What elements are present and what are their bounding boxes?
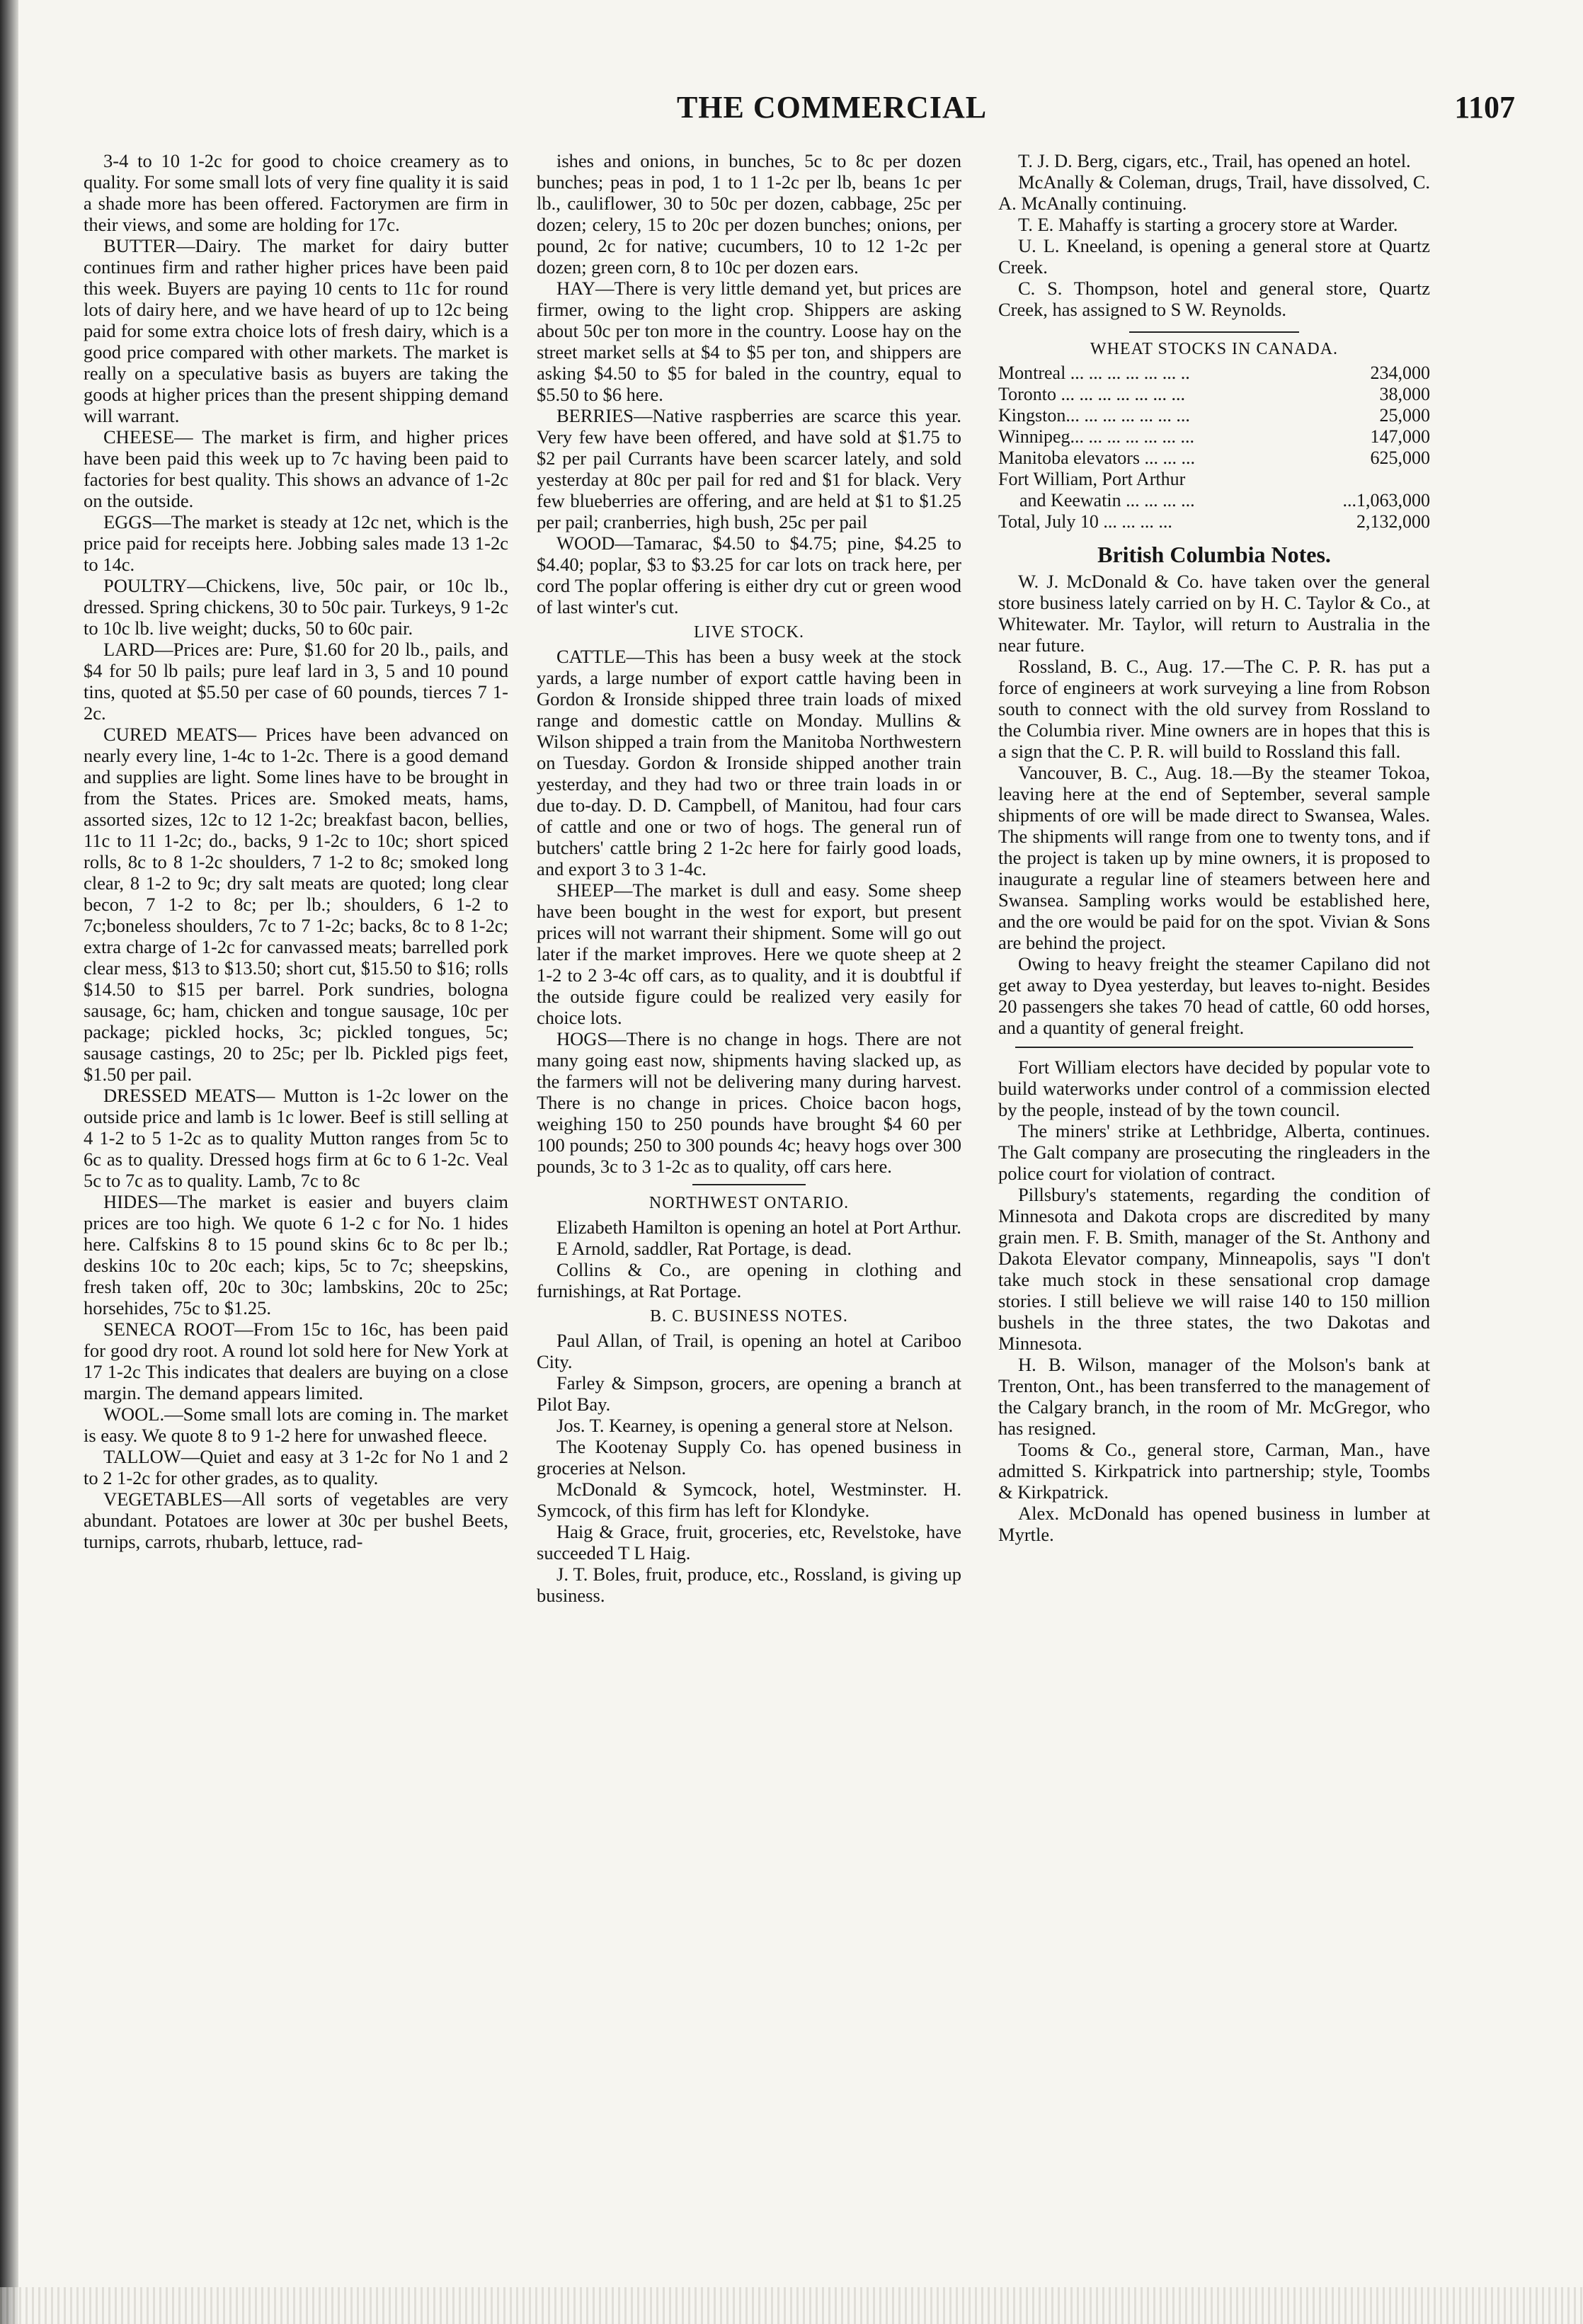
total-value: 2,132,000	[1356, 511, 1430, 532]
paragraph: H. B. Wilson, manager of the Molson's bank at Trenton, Ont., has been transferred to the management of the Calgary branch, in the room of Mr. McGregor, who has resigned.	[998, 1354, 1430, 1439]
paragraph: U. L. Kneeland, is opening a general store at Quartz Creek.	[998, 235, 1430, 278]
table-cell: 147,000	[1370, 426, 1430, 447]
paragraph: HOGS—There is no change in hogs. There are not many going east now, shipments having slacked up, as the farmers will not be delivering many during harvest. There is no change in prices. Choice bacon hogs, weighing 150 to 250 pounds have brought $4 60 per 100 pounds; 250 to 300 pounds 4c; heavy hogs over 300 pounds, 3c to 3 1-2c as to quality, off cars here.	[537, 1028, 961, 1177]
table-cell: 25,000	[1379, 405, 1430, 426]
table-row	[998, 448, 1430, 469]
table-cell: Manitoba elevators ... ... ...	[998, 448, 1195, 468]
scan-noise	[0, 2287, 1583, 2324]
table-cell: 625,000	[1370, 448, 1430, 468]
table-row	[998, 426, 1430, 448]
running-title: THE COMMERCIAL	[676, 90, 988, 125]
paragraph: DRESSED MEATS— Mutton is 1-2c lower on the outside price and lamb is 1c lower. Beef is still selling at 4 1-2 to 5 1-2c as to quality Mutton ranges from 5c to 6c as to quality. Dressed hogs firm at 6c to 6 1-2c. Veal 5c to 7c as to quality. Lamb, 7c to 8c	[84, 1085, 508, 1191]
table-cell	[1297, 469, 1430, 490]
table-row	[998, 363, 1430, 384]
paragraph: TALLOW—Quiet and easy at 3 1-2c for No 1 and 2 to 2 1-2c for other grades, as to quality.	[84, 1446, 508, 1488]
table-cell: 234,000	[1370, 363, 1430, 383]
paragraph: Collins & Co., are opening in clothing and furnishings, at Rat Portage.	[537, 1259, 961, 1301]
table-cell: Kingston... ... ... ... ... ... ...	[998, 405, 1190, 426]
paragraph: Owing to heavy freight the steamer Capilano did not get away to Dyea yesterday, but leaves to-night. Besides 20 passengers she takes 70 head of cattle, 60 odd horses, and a quantity of general freight.	[998, 953, 1430, 1038]
paragraph: HAY—There is very little demand yet, but prices are firmer, owing to the light crop. Shippers are asking about 50c per ton more in the country. Loose hay on the street market sells at $4 to $5 per ton, and shippers are asking $4.50 to $5 for baled in the country, equal to $5.50 to $6 here.	[537, 278, 961, 405]
table-row	[998, 384, 1430, 405]
paragraph: The Kootenay Supply Co. has opened business in groceries at Nelson.	[537, 1436, 961, 1479]
table-cell: Toronto ... ... ... ... ... ... ...	[998, 384, 1185, 404]
paragraph: Fort William electors have decided by popular vote to build waterworks under control of a commission elected by the people, instead of by the town council.	[998, 1056, 1430, 1120]
section-rule	[1015, 1047, 1412, 1048]
paragraph: Tooms & Co., general store, Carman, Man., have admitted S. Kirkpatrick into partnership; style, Toombs & Kirkpatrick.	[998, 1439, 1430, 1503]
table-cell: Winnipeg... ... ... ... ... ... ...	[998, 426, 1194, 447]
paragraph: WOOD—Tamarac, $4.50 to $4.75; pine, $4.25 to $4.40; poplar, $3 to $3.25 for car lots on track here, per cord The poplar offering is either dry cut or green wood of last winter's cut.	[537, 532, 961, 617]
paragraph: BUTTER—Dairy. The market for dairy butter continues firm and rather higher prices have been paid this week. Buyers are paying 10 cents to 11c for round lots of dairy here, and we have heard of up to 12c being paid for some extra choice lots of fresh dairy, which is a good price compared with other markets. The market is really on a speculative basis as buyers are taking the goods at higher prices than the present shipping demand will warrant.	[84, 235, 508, 426]
table-total-row	[998, 511, 1430, 532]
paragraph: McDonald & Symcock, hotel, Westminster. H. Symcock, of this firm has left for Klondyke.	[537, 1479, 961, 1521]
paragraph: Rossland, B. C., Aug. 17.—The C. P. R. has put a force of engineers at work surveying a line from Robson south to connect with the old survey from Rossland to the Columbia river. Mine owners are in hopes that this is a sign that the C. P. R. will build to Rossland this fall.	[998, 656, 1430, 762]
paragraph: SHEEP—The market is dull and easy. Some sheep have been bought in the west for export, but present prices will not warrant their shipment. Some will go out later if the market improves. Here we quote sheep at 2 1-2 to 2 3-4c off cars, as to quality, and it is doubtful if the outside figure could be realized very easily for choice lots.	[537, 879, 961, 1028]
paragraph: BERRIES—Native raspberries are scarce this year. Very few have been offered, and have sold at $1.75 to $2 per pail Currants have been scarcer lately, and sold yesterday at 80c per pail for red and $1 for black. Very few blueberries are offering, and are held at $1 to $1.25 per pail; cranberries, high bush, 25c per pail	[537, 405, 961, 532]
paragraph: EGGS—The market is steady at 12c net, which is the price paid for receipts here. Jobbing sales made 13 1-2c to 14c.	[84, 511, 508, 575]
paragraph: POULTRY—Chickens, live, 50c pair, or 10c lb., dressed. Spring chickens, 30 to 50c pair. Turkeys, 9 1-2c to 10c lb. live weight; ducks, 50 to 60c pair.	[84, 575, 508, 639]
page-header	[149, 85, 1515, 135]
livestock-heading: LIVE STOCK.	[694, 623, 804, 642]
column-1	[84, 150, 508, 1552]
table-cell: Fort William, Port Arthur	[998, 469, 1186, 489]
table-cell: ...1,063,000	[1342, 490, 1430, 511]
table-row	[998, 405, 1430, 426]
paragraph: T. J. D. Berg, cigars, etc., Trail, has opened an hotel.	[1018, 150, 1411, 171]
paragraph: Jos. T. Kearney, is opening a general store at Nelson.	[556, 1415, 954, 1436]
paragraph: T. E. Mahaffy is starting a grocery store at Warder.	[1018, 214, 1398, 235]
paragraph: CURED MEATS— Prices have been advanced on nearly every line, 1-4c to 1-2c. There is a good demand and supplies are light. Some lines have to be brought in from the States. Prices are. Smoked meats, hams, assorted sizes, 12c to 12 1-2c; breakfast bacon, bellies, 11c to 11 1-2c; do., backs, 9 1-2c to 10c; short spiced rolls, 8c to 8 1-2c shoulders, 7 1-2 to 8c; smoked long clear, 8 1-2 to 9c; dry salt meats are quoted; long clear becon, 7 1-2 to 8c; per lb.; shoulders, 6 1-2 to 7c;boneless shoulders, 7c to 7 1-2c; backs, 8c to 8 1-2c; extra charge of 1-2c for canvassed meats; barrelled pork clear mess, $13 to $13.50; short cut, $15.50 to $16; rolls $14.50 to $15 per barrel. Pork sundries, bologna sausage, 6c; ham, chicken and tongue sausage, 10c per package; pickled hocks, 3c; pickled tongues, 5c; sausage castings, 20 to 25c; per lb. Pickled pigs feet, $1.50 per pail.	[84, 724, 508, 1085]
column-2	[537, 150, 961, 1606]
paragraph: W. J. McDonald & Co. have taken over the general store business lately carried on by H. C. Taylor & Co., at Whitewater. Mr. Taylor, will return to Australia in the near future.	[998, 571, 1430, 656]
paragraph: Haig & Grace, fruit, groceries, etc, Revelstoke, have succeeded T L Haig.	[537, 1521, 961, 1563]
paragraph: WOOL.—Some small lots are coming in. The market is easy. We quote 8 to 9 1-2 here for unwashed fleece.	[84, 1403, 508, 1446]
paragraph: Pillsbury's statements, regarding the condition of Minnesota and Dakota crops are discredited by many grain men. F. B. Smith, manager of the St. Anthony and Dakota Elevator company, Minneapolis, says "I don't take much stock in these sensational crop damage stories. I still believe we will raise 140 to 150 million bushels in the three states, the two Dakotas and Minnesota.	[998, 1184, 1430, 1354]
paragraph: VEGETABLES—All sorts of vegetables are very abundant. Potatoes are lower at 30c per bushel Beets, turnips, carrots, rhubarb, lettuce, rad-	[84, 1488, 508, 1552]
table-row	[998, 490, 1430, 511]
paragraph: SENECA ROOT—From 15c to 16c, has been paid for good dry root. A round lot sold here for New York at 17 1-2c This indicates that dealers are buying on a close margin. The demand appears limited.	[84, 1318, 508, 1403]
table-cell: Montreal ... ... ... ... ... ... ..	[998, 363, 1190, 383]
column-3	[998, 150, 1430, 1545]
wheat-stocks-heading: WHEAT STOCKS IN CANADA.	[1090, 340, 1339, 358]
paragraph: Farley & Simpson, grocers, are opening a branch at Pilot Bay.	[537, 1372, 961, 1415]
paragraph: Alex. McDonald has opened business in lumber at Myrtle.	[998, 1503, 1430, 1545]
section-rule	[692, 1184, 806, 1185]
paragraph: McAnally & Coleman, drugs, Trail, have dissolved, C. A. McAnally continuing.	[998, 171, 1430, 214]
bc-business-heading: B. C. BUSINESS NOTES.	[650, 1307, 848, 1326]
table-cell: 38,000	[1379, 384, 1430, 404]
section-rule	[1129, 331, 1299, 333]
page-edge	[0, 0, 18, 2324]
northwest-ontario-heading: NORTHWEST ONTARIO.	[648, 1194, 850, 1212]
paragraph: 3-4 to 10 1-2c for good to choice creamery as to quality. For some small lots of very fine quality it is said a shade more has been offered. Factorymen are firm in their views, and some are holding for 17c.	[84, 150, 508, 235]
paragraph: Vancouver, B. C., Aug. 18.—By the steamer Tokoa, leaving here at the end of September, several sample shipments of ore will be made direct to Swansea, Wales. The shipments will range from one to twenty tons, and if the project is taken up by mine owners, it is proposed to inaugurate a regular line of steamers between here and Swansea. Sampling works would be established here, and the ore would be paid for on the spot. Vivian & Sons are behind the project.	[998, 762, 1430, 953]
paragraph: CHEESE— The market is firm, and higher prices have been paid this week up to 7c having been paid to factories for best quality. This shows an advance of 1-2c on the outside.	[84, 426, 508, 511]
paragraph: J. T. Boles, fruit, produce, etc., Rossland, is giving up business.	[537, 1563, 961, 1606]
table-row	[998, 469, 1430, 490]
wheat-stocks-table	[998, 363, 1430, 532]
paragraph: ishes and onions, in bunches, 5c to 8c per dozen bunches; peas in pod, 1 to 1 1-2c per lb, beans 1c per lb., cauliflower, 30 to 50c per dozen, cabbage, 25c per dozen; celery, 15 to 20c per dozen bunches; onions, per pound, 2c for native; cucumbers, 10 to 12 1-2c per dozen; green corn, 8 to 10c per dozen ears.	[537, 150, 961, 278]
paragraph: Elizabeth Hamilton is opening an hotel at Port Arthur.	[556, 1217, 961, 1238]
paragraph: HIDES—The market is easier and buyers claim prices are too high. We quote 6 1-2 c for No. 1 hides here. Calfskins 8 to 15 pound skins 6c to 8c per lb.; deskins 10c to 20c each; kips, 5c to 7c; sheepskins, fresh taken off, 20c to 30c; lambskins, 20c to 25c; horsehides, 75c to $1.25.	[84, 1191, 508, 1318]
paragraph: The miners' strike at Lethbridge, Alberta, continues. The Galt company are prosecuting the ringleaders in the police court for violation of contract.	[998, 1120, 1430, 1184]
table-cell: and Keewatin ... ... ... ...	[1019, 490, 1195, 511]
paragraph: Paul Allan, of Trail, is opening an hotel at Cariboo City.	[537, 1330, 961, 1372]
page-number: 1107	[1454, 90, 1515, 125]
paragraph: CATTLE—This has been a busy week at the stock yards, a large number of export cattle having been in Gordon & Ironside shipped three train loads of mixed range and domestic cattle on Monday. Mullins & Wilson shipped a train from the Manitoba Northwestern on Tuesday. Gordon & Ironside shipped another train yesterday, and they had two or three train loads in or due to-day. D. D. Campbell, of Manitou, had four cars of cattle and one or two of hogs. The general run of butchers' cattle bring 2 1-2c here for fairly good loads, and export 3 to 3 1-4c.	[537, 646, 961, 879]
bc-notes-heading: British Columbia Notes.	[1097, 542, 1331, 567]
paragraph: LARD—Prices are: Pure, $1.60 for 20 lb., pails, and $4 for 50 lb pails; pure leaf lard in 3, 5 and 10 pound tins, quoted at $5.50 per case of 60 pounds, tierces 7 1-2c.	[84, 639, 508, 724]
paragraph: E Arnold, saddler, Rat Portage, is dead.	[556, 1238, 852, 1259]
paragraph: C. S. Thompson, hotel and general store, Quartz Creek, has assigned to S W. Reynolds.	[998, 278, 1430, 320]
total-label: Total, July 10 ... ... ... ...	[998, 511, 1172, 532]
